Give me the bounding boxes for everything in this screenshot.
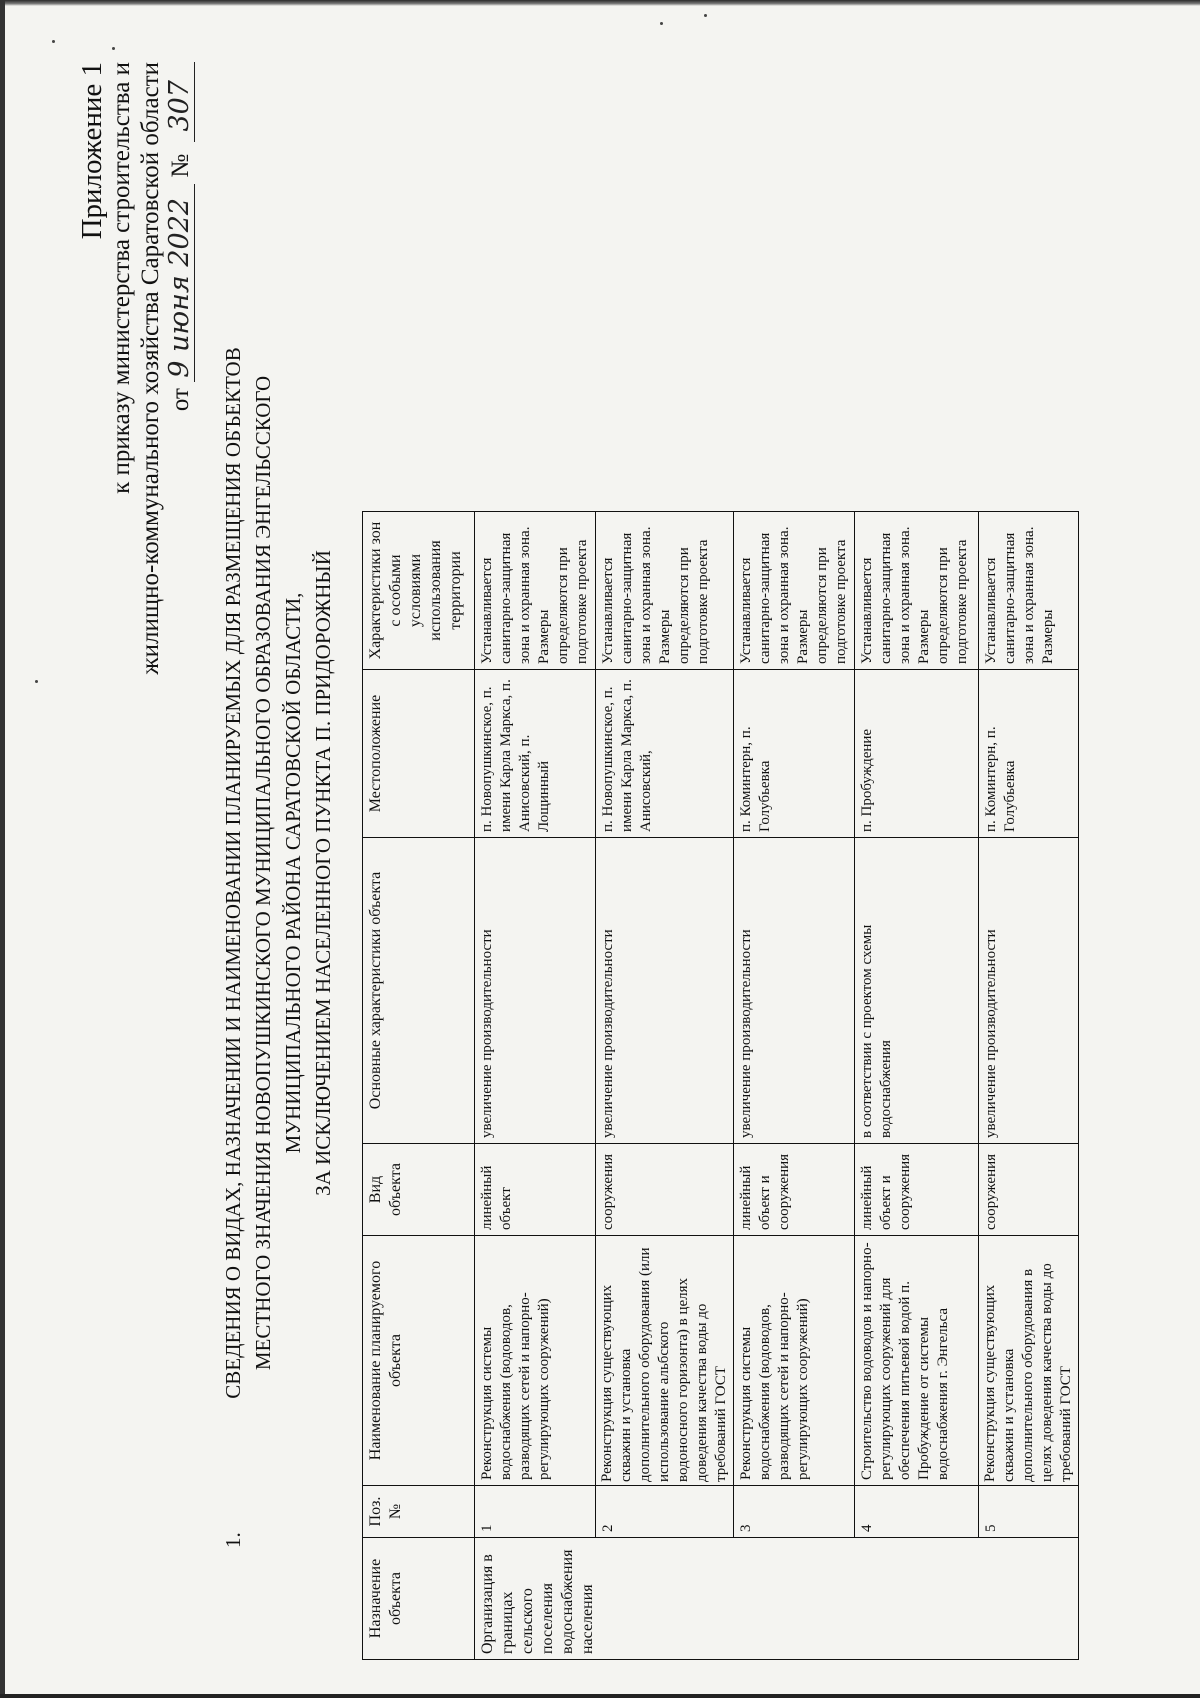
name-cell: Реконструкция существующих скважин и установка дополнительного оборудования (или использование альбского водоносного горизонта) в целях доведения качества воды до требований ГОСТ [596, 1236, 734, 1486]
type-cell: линейный объект и сооружения [734, 1144, 855, 1236]
from-label: от [167, 388, 194, 412]
type-cell: линейный объект и сооружения [855, 1144, 979, 1236]
table-row [475, 512, 596, 1660]
number-label: № [167, 153, 194, 178]
zones-cell: Устанавливается санитарно-защитная зона и охранная зона. Размеры определяются при подготовке проекта [596, 512, 734, 670]
appendix-line-2: жилищно-коммунального хозяйства Саратовской области [137, 62, 164, 675]
pos-cell: 5 [979, 1486, 1079, 1538]
appendix-header [78, 62, 195, 675]
main-cell: в соответствии с проектом схемы водоснабжения [855, 838, 979, 1144]
location-cell: п. Коминтерн, п. Голубьевка [734, 670, 855, 838]
table-header-row [363, 512, 475, 1660]
header-purpose: Назначение объекта [363, 1538, 475, 1660]
name-cell: Реконструкция системы водоснабжения (водоводов, разводящих сетей и напорно-регулирующих сооружений) [475, 1236, 596, 1486]
table-row [855, 512, 979, 1660]
main-cell: увеличение производительности [979, 838, 1079, 1144]
heading-line: ЗА ИСКЛЮЧЕНИЕМ НАСЕЛЕННОГО ПУНКТА П. ПРИДОРОЖНЫЙ [311, 550, 335, 1196]
objects-table [362, 511, 1079, 1660]
name-cell: Строительство водоводов и напорно-регулирующих сооружений для обеспечения питьевой водой п. Пробуждение от системы водоснабжения г. Энгельса [855, 1236, 979, 1486]
handwritten-number: 307 [165, 62, 195, 142]
header-location: Местоположение [363, 670, 475, 838]
main-cell: увеличение производительности [475, 838, 596, 1144]
pos-cell: 3 [734, 1486, 855, 1538]
heading-line: СВЕДЕНИЯ О ВИДАХ, НАЗНАЧЕНИИ И НАИМЕНОВАНИИ ПЛАНИРУЕМЫХ ДЛЯ РАЗМЕЩЕНИЯ ОБЪЕКТОВ [221, 347, 245, 1399]
header-pos: Поз. № [363, 1486, 475, 1538]
appendix-title: Приложение 1 [76, 62, 108, 240]
zones-cell: Устанавливается санитарно-защитная зона и охранная зона. Размеры определяются при подготовке проекта [855, 512, 979, 670]
pos-cell: 2 [596, 1486, 734, 1538]
type-cell: линейный объект [475, 1144, 596, 1236]
name-cell: Реконструкция системы водоснабжения (водоводов, разводящих сетей и напорно-регулирующих сооружений) [734, 1236, 855, 1486]
heading-line: МЕСТНОГО ЗНАЧЕНИЯ НОВОПУШКИНСКОГО МУНИЦИПАЛЬНОГО ОБРАЗОВАНИЯ ЭНГЕЛЬССКОГО [251, 375, 275, 1371]
location-cell: п. Новопушкинское, п. имени Карла Маркса, п. Анисовский, п. Лощинный [475, 670, 596, 838]
handwritten-date: 9 июня 2022 [165, 184, 195, 382]
appendix-line-1: к приказу министерства строительства и [108, 62, 135, 494]
location-cell: п. Новопушкинское, п. имени Карла Маркса, п. Анисовский, [596, 670, 734, 838]
table-row [596, 512, 734, 1660]
header-zones: Характеристики зон с особыми условиями использования территории [363, 512, 475, 670]
section-heading [218, 208, 338, 1548]
table-row [979, 512, 1079, 1660]
heading-line: МУНИЦИПАЛЬНОГО РАЙОНА САРАТОВСКОЙ ОБЛАСТИ, [281, 592, 305, 1154]
zones-cell: Устанавливается санитарно-защитная зона и охранная зона. Размеры определяются при подготовке проекта [475, 512, 596, 670]
type-cell: сооружения [979, 1144, 1079, 1236]
order-date-line [165, 62, 195, 675]
name-cell: Реконструкция существующих скважин и установка дополнительного оборудования в целях доведения качества воды до требований ГОСТ [979, 1236, 1079, 1486]
main-cell: увеличение производительности [734, 838, 855, 1144]
table-row [734, 512, 855, 1660]
section-number: 1. [221, 1532, 245, 1548]
pos-cell: 4 [855, 1486, 979, 1538]
zones-cell: Устанавливается санитарно-защитная зона и охранная зона. Размеры определяются при подготовке проекта [734, 512, 855, 670]
main-cell: увеличение производительности [596, 838, 734, 1144]
type-cell: сооружения [596, 1144, 734, 1236]
header-type: Вид объекта [363, 1144, 475, 1236]
header-main: Основные характеристики объекта [363, 838, 475, 1144]
objects-table-wrap [362, 511, 1079, 1660]
zones-cell: Устанавливается санитарно-защитная зона и охранная зона. Размеры [979, 512, 1079, 670]
location-cell: п. Пробуждение [855, 670, 979, 838]
header-name: Наименование планируемого объекта [363, 1236, 475, 1486]
location-cell: п. Коминтерн, п. Голубьевка [979, 670, 1079, 838]
purpose-cell: Организация в границах сельского поселения водоснабжения населения [475, 1538, 1079, 1660]
pos-cell: 1 [475, 1486, 596, 1538]
